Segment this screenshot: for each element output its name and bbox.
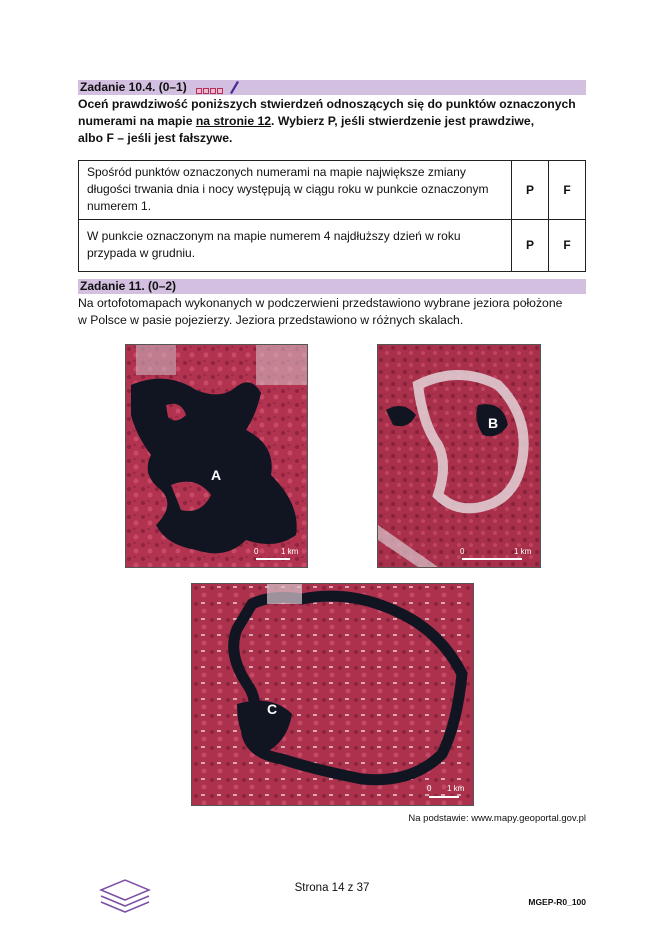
orthophoto-a: [125, 344, 308, 568]
page-number: Strona 14 z 37: [294, 882, 370, 894]
scale-unit: 1 km: [447, 784, 465, 793]
description-line-2: w Polsce w pasie pojezierzy. Jeziora przedstawiono w różnych skalach.: [78, 313, 464, 327]
statement-2: W punkcie oznaczonym na mapie numerem 4 najdłuższy dzień w roku przypada w grudniu.: [79, 220, 512, 272]
statement-1: Spośród punktów oznaczonych numerami na mapie największe zmiany długości trwania dnia i nocy występują w ciągu roku w punkcie oznaczonym numerem 1.: [79, 161, 512, 220]
task-10-4-title: Zadanie 10.4. (0–1): [80, 80, 187, 94]
scale-unit: 1 km: [281, 547, 299, 556]
pen-icon: [228, 80, 240, 94]
lake-label-c: C: [267, 701, 278, 717]
scale-bar: [462, 558, 522, 560]
task-11-description: [78, 295, 586, 329]
table-row: [79, 220, 586, 272]
lake-label-b: B: [488, 415, 499, 431]
orthophoto-c: [191, 583, 474, 806]
scale-unit: 1 km: [514, 547, 532, 556]
instruction-line-1: Oceń prawdziwość poniższych stwierdzeń odnoszących się do punktów oznaczonych: [78, 97, 576, 111]
lake-label-a: A: [211, 467, 222, 483]
scale-bar: [256, 558, 290, 560]
answer-f-2[interactable]: F: [549, 220, 586, 272]
scale-zero: 0: [254, 547, 259, 556]
true-false-table: [78, 160, 586, 272]
table-row: [79, 161, 586, 220]
task-10-4-header: [78, 80, 586, 95]
answer-p-1[interactable]: P: [512, 161, 549, 220]
task-10-4-instruction: [78, 96, 586, 147]
description-line-1: Na ortofotomapach wykonanych w podczerwieni przedstawiono wybrane jeziora położone: [78, 296, 563, 310]
scale-zero: 0: [427, 784, 432, 793]
answer-f-1[interactable]: F: [549, 161, 586, 220]
source-note: Na podstawie: www.mapy.geoportal.gov.pl: [408, 813, 586, 824]
task-11-header: [78, 279, 586, 294]
instruction-line-2: [78, 113, 586, 130]
task-11-title: Zadanie 11. (0–2): [80, 279, 177, 293]
orthophoto-b: [377, 344, 541, 568]
instruction-text: numerami na mapie: [78, 114, 196, 128]
instruction-line-3: albo F – jeśli jest fałszywe.: [78, 131, 233, 145]
page-reference-link[interactable]: na stronie 12: [195, 114, 272, 128]
scale-bar: [429, 796, 459, 798]
exam-code: MGEP-R0_100: [528, 897, 586, 907]
scale-zero: 0: [460, 547, 465, 556]
answer-p-2[interactable]: P: [512, 220, 549, 272]
instruction-text: . Wybierz P, jeśli stwierdzenie jest prawdziwe,: [271, 114, 535, 128]
